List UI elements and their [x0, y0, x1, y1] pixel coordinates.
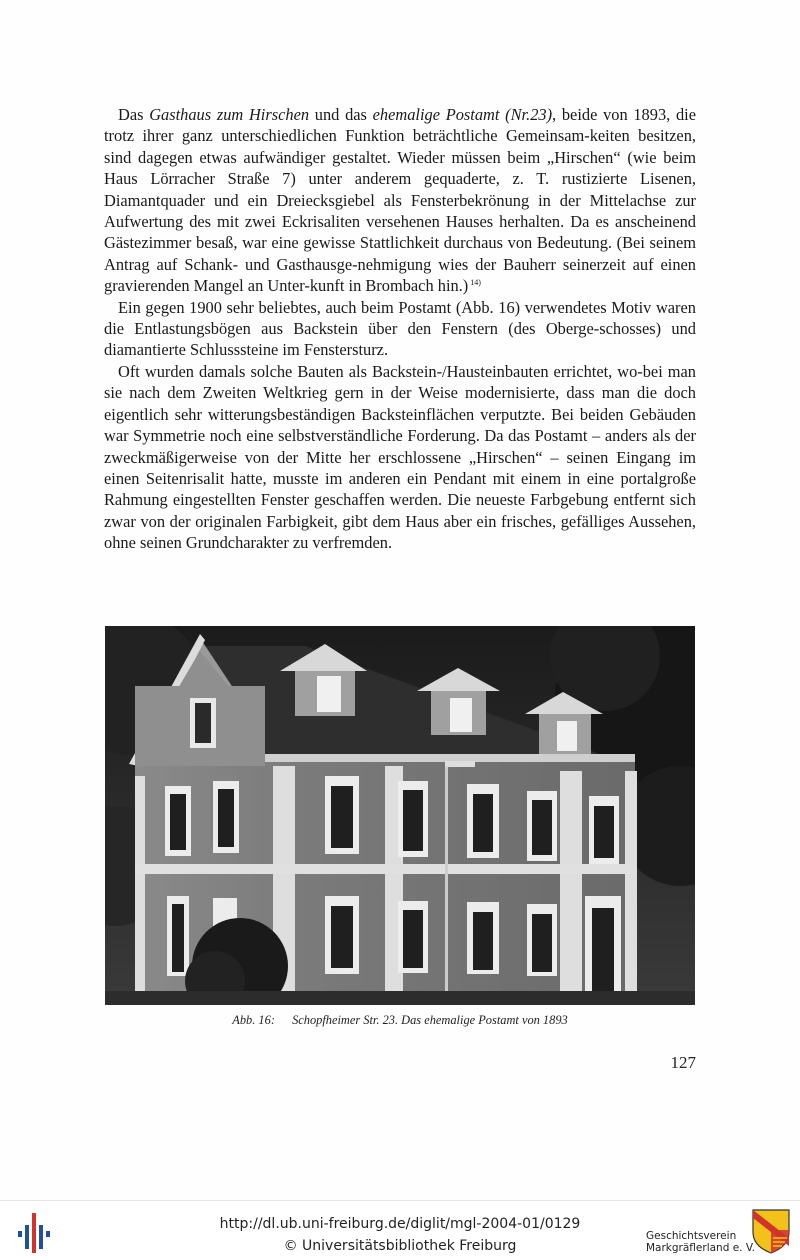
figure-caption — [105, 1013, 695, 1028]
caption-text: Schopfheimer Str. 23. Das ehemalige Postamt von 1893 — [292, 1013, 568, 1027]
figure-photo — [105, 626, 695, 1005]
text-run: Oft wurden damals solche Bauten als Backstein-/Hausteinbauten errichtet, wo-bei man sie nach dem Zweiten Weltkrieg gern in der Weise modernisierte, dass man die doch eigentlich sehr witterungsbeständigen Backsteinflächen verputzte. Bei beiden Gebäuden war Symmetrie noch eine selbstverständliche Forderung. Da das Postamt – anders als der zweckmäßigerweise von der Mitte her erschlossene „Hirschen“ – seinen Eingang im einen Seitenrisalit hatte, musste im anderen ein Pendant mit einem in eine portalgroße Rahmung eingestellten Fenster geschaffen werden. Die neueste Farbgebung entfernt sich zwar von der originalen Farbigkeit, gibt dem Haus aber ein frisches, gefälliges Aussehen, ohne seinen Grundcharakter zu verfremden. — [104, 361, 696, 553]
text-run: Ein gegen 1900 sehr beliebtes, auch beim Postamt (Abb. 16) verwendetes Motiv waren die Entlastungsbögen aus Backstein über den Fenstern (des Oberge-schosses) und diamantierte Schlusssteine im Fenstersturz. — [104, 297, 696, 360]
paragraph-3 — [104, 361, 696, 554]
text-run: , beide von 1893, die trotz ihrer ganz unterschiedlichen Funktion beträchtliche Gemeinsam-keiten besitzen, sind dagegen etwas aufwändiger gestaltet. Wieder müssen beim „Hirschen“ (wie beim Haus Lörracher Straße 7) unter anderem gequaderte, z. T. rustizierte Lisenen, Diamantquader und ein Dreiecksgiebel als Fensterbekrönung in der Mittelachse zur Aufwertung des mit zwei Eckrisaliten versehenen Hauses herhalten. Da es anscheinend Gästezimmer besaß, war eine gewisse Stattlichkeit durchaus von Bedeutung. (Bei seinem Antrag auf Schank- und Gasthausge-nehmigung wies der Bauherr seinerzeit auf einen gravierenden Mangel an Unter-kunft in Brombach hin.) — [104, 105, 696, 296]
body-text — [104, 104, 696, 554]
coat-of-arms-icon — [751, 1208, 791, 1254]
page-number: 127 — [670, 1053, 696, 1072]
building-photo — [105, 626, 695, 1005]
copyright-text: © Universitätsbibliothek Freiburg — [283, 1238, 517, 1254]
italic-text: Gasthaus zum Hirschen — [149, 105, 310, 124]
source-url-link[interactable]: http://dl.ub.uni-freiburg.de/diglit/mgl-2004-01/0129 — [219, 1216, 581, 1232]
text-run: Das — [118, 105, 150, 124]
footnote-reference: 14) — [470, 277, 481, 287]
caption-label: Abb. 16: — [232, 1013, 275, 1027]
text-run: und das — [309, 105, 373, 124]
footer-bar — [0, 1200, 800, 1260]
society-line-2: Markgräflerland e. V. — [646, 1242, 756, 1254]
paragraph-2 — [104, 297, 696, 361]
society-line-1: Geschichtsverein — [646, 1230, 737, 1242]
paragraph-1 — [104, 104, 696, 297]
society-name — [646, 1230, 755, 1254]
italic-text: ehemalige Postamt (Nr.23) — [372, 105, 553, 124]
